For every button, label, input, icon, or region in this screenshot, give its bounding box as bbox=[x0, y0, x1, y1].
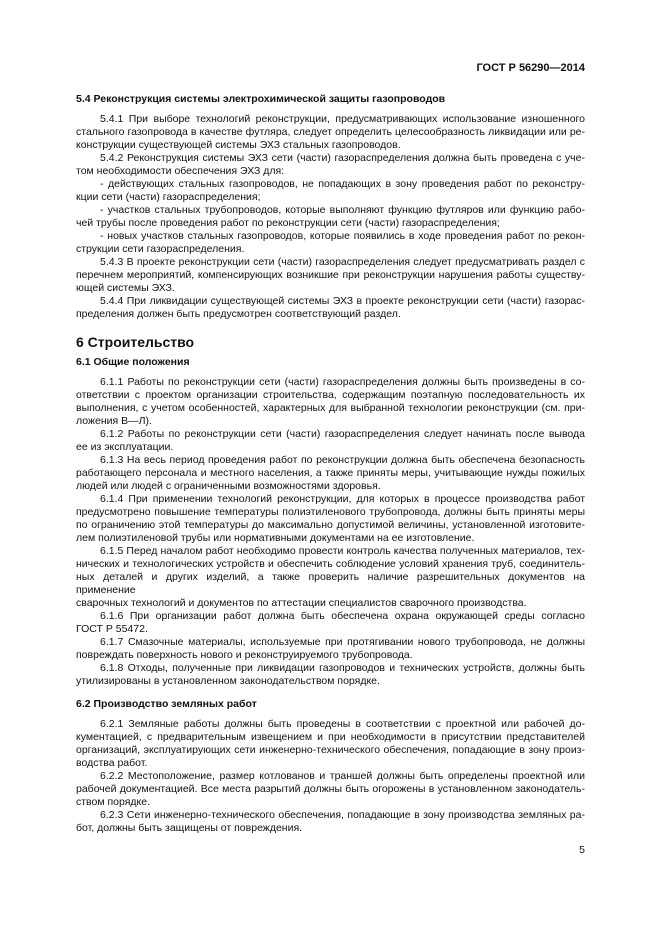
text-line: утилизированы в установленном законодательством порядке. bbox=[76, 675, 380, 687]
text-line: - новых участков стальных газопроводов, которые появились в ходе проведения работ по рекон- bbox=[100, 230, 585, 242]
text-line: людей или людей с ограниченными возможностями здоровья. bbox=[76, 480, 381, 492]
text-line: организаций, эксплуатирующих сети инженерно-технического обеспечения, попадающие в зону произ- bbox=[76, 744, 585, 756]
text-line: 6.2.3 Сети инженерно-технического обеспечения, попадающие в зону производства земляных ра- bbox=[100, 809, 585, 821]
text-line: водства работ. bbox=[76, 757, 148, 769]
text-line: 5.4.3 В проекте реконструкции сети (части) газораспределения следует предусматривать раздел с bbox=[100, 256, 585, 268]
heading-6-2: 6.2 Производство земляных работ bbox=[76, 698, 257, 710]
text-line: - участков стальных трубопроводов, которые выполняют функцию футляров или функцию рабо- bbox=[100, 204, 585, 216]
text-line: ством порядке. bbox=[76, 796, 151, 808]
text-line: работающего персонала и местного населения, а также приняты меры, учитывающие нужды пожилых bbox=[76, 467, 585, 479]
text-line: ответствии с проектом организации строительства, содержащим поэтапную последовательность их bbox=[76, 389, 585, 401]
text-line: 6.2.2 Местоположение, размер котлованов и траншей должны быть определены проектной или bbox=[100, 770, 585, 782]
text-line: струкции сети газораспределения. bbox=[76, 243, 245, 255]
text-line: конструкции существующей системы ЭХЗ стальных газопроводов. bbox=[76, 139, 401, 151]
text-line: кции сети (части) газораспределения; bbox=[76, 191, 261, 203]
text-line: - действующих стальных газопроводов, не попадающих в зону проведения работ по реконстру- bbox=[100, 178, 585, 190]
text-line: повреждать поверхность нового и реконструируемого трубопровода. bbox=[76, 649, 413, 661]
text-line: нических и технологических устройств и обеспечить соблюдение условий хранения труб, соединитель- bbox=[76, 558, 585, 570]
text-line: том необходимости обеспечения ЭХЗ для: bbox=[76, 165, 285, 177]
section-6-1-text bbox=[76, 376, 585, 688]
text-line: лем полиэтиленовой трубы или нормативными документами на ее изготовление. bbox=[76, 532, 475, 544]
text-line: ложения В—Л). bbox=[76, 415, 152, 427]
text-line: 6.1.4 При применении технологий реконструкции, для которых в процессе производства работ bbox=[100, 493, 585, 505]
text-line: 6.2.1 Земляные работы должны быть проведены в соответствии с проектной или рабочей до- bbox=[100, 718, 585, 730]
text-line: 6.1.5 Перед началом работ необходимо провести контроль качества полученных материалов, тех- bbox=[100, 545, 585, 557]
text-line: стального газопровода в качестве футляра, следует определить целесообразность ликвидации или ре- bbox=[76, 126, 585, 138]
text-line: рабочей документацией. Все места разрытий должны быть огорожены в установленном законодатель- bbox=[76, 783, 585, 795]
document-header: ГОСТ Р 56290—2014 bbox=[476, 62, 585, 74]
text-line: кументацией, с предварительным извещением и при необходимости в присутствии представителей bbox=[76, 731, 585, 743]
text-line: 6.1.7 Смазочные материалы, используемые при протягивании нового трубопровода, не должны bbox=[100, 636, 585, 648]
heading-6-1: 6.1 Общие положения bbox=[76, 356, 190, 368]
text-line: 6.1.1 Работы по реконструкции сети (части) газораспределения должны быть произведены в со- bbox=[100, 376, 585, 388]
text-line: 6.1.3 На весь период проведения работ по реконструкции должна быть обеспечена безопасность bbox=[100, 454, 585, 466]
document-body bbox=[76, 93, 585, 835]
text-line: ГОСТ Р 55472. bbox=[76, 623, 148, 635]
text-line: выполнения, с учетом особенностей, характерных для выбранной технологии реконструкции (см. при- bbox=[76, 402, 585, 414]
text-line: по ограничению этой температуры до максимально допустимой величины, установленной изготовите- bbox=[76, 519, 585, 531]
text-line: 6.1.8 Отходы, полученные при ликвидации газопроводов и технических устройств, должны быть bbox=[100, 662, 585, 674]
heading-6: 6 Строительство bbox=[76, 334, 195, 350]
text-line: перечнем мероприятий, компенсирующих возникшие при реконструкции нарушения работы существу- bbox=[76, 269, 585, 281]
heading-5-4: 5.4 Реконструкция системы электрохимической защиты газопроводов bbox=[76, 93, 446, 105]
text-line: 6.1.6 При организации работ должна быть обеспечена охрана окружающей среды согласно bbox=[100, 610, 585, 622]
text-line: ных деталей и других изделий, а также проверить наличие разрешительных документов на применение bbox=[76, 571, 585, 596]
text-line: 5.4.4 При ликвидации существующей системы ЭХЗ в проекте реконструкции сети (части) газорас- bbox=[100, 295, 585, 307]
text-line: ющей системы ЭХЗ. bbox=[76, 282, 175, 294]
text-line: бот, должны быть защищены от повреждения. bbox=[76, 822, 303, 834]
page-number: 5 bbox=[579, 844, 585, 856]
section-5-4-text bbox=[76, 113, 585, 321]
text-line: ее из эксплуатации. bbox=[76, 441, 174, 453]
text-line: 5.4.1 При выборе технологий реконструкции, предусматривающих использование изношенного bbox=[100, 113, 585, 125]
text-line: 6.1.2 Работы по реконструкции сети (части) газораспределения следует начинать после вывода bbox=[100, 428, 585, 440]
text-line: 5.4.2 Реконструкция системы ЭХЗ сети (части) газораспределения должна быть проведена с уче- bbox=[100, 152, 585, 164]
section-6-2-text bbox=[76, 718, 585, 835]
text-line: сварочных технологий и документов по аттестации специалистов сварочного производства. bbox=[76, 597, 527, 609]
text-line: чей трубы после проведения работ по реконструкции сети (части) газораспределения; bbox=[76, 217, 500, 229]
text-line: предусмотрено повышение температуры полиэтиленового трубопровода, должны быть приняты меры bbox=[76, 506, 585, 518]
text-line: пределения должен быть предусмотрен соответствующий раздел. bbox=[76, 308, 401, 320]
